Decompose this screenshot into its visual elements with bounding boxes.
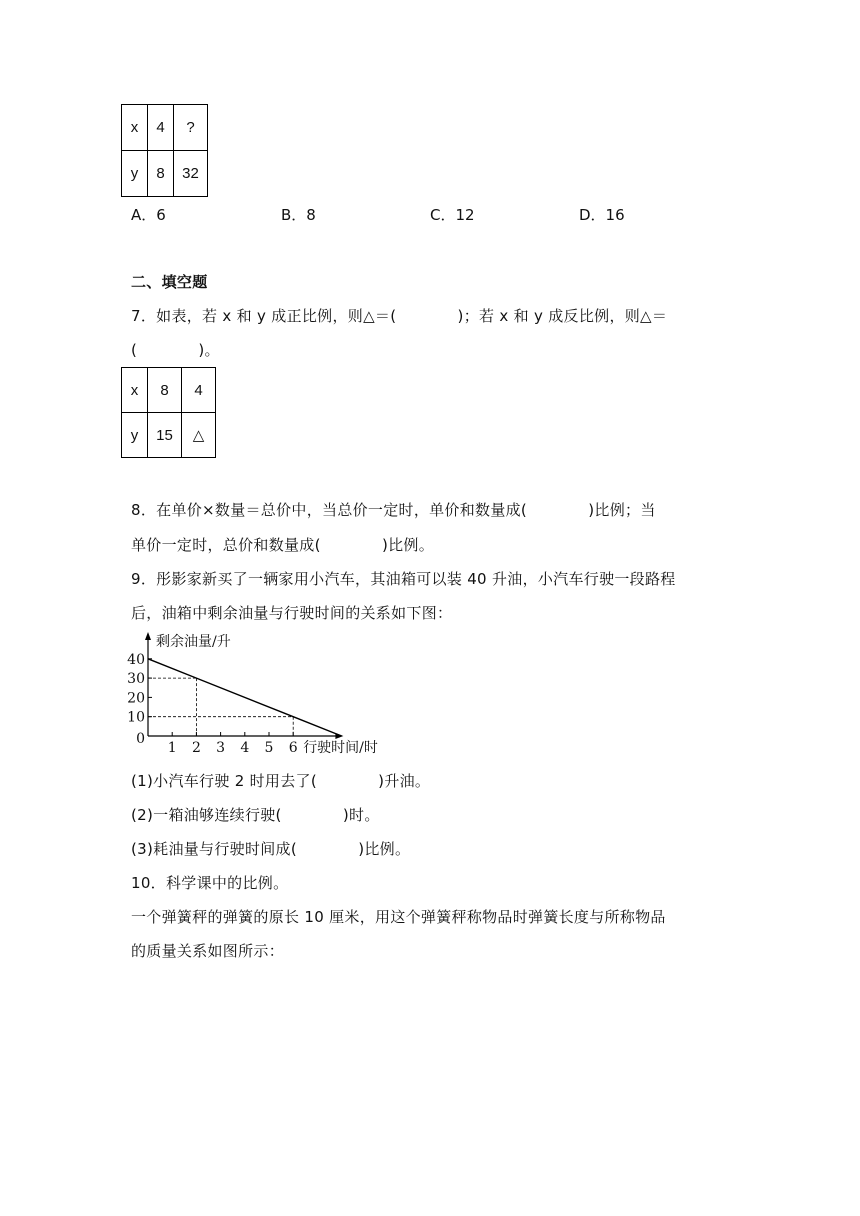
- q7-y-cell: △: [182, 413, 216, 458]
- q6-x-cell: ?: [174, 105, 208, 151]
- q10-line-1: 10．科学课中的比例。: [131, 874, 289, 892]
- q6-option-b: B．8: [281, 206, 316, 224]
- y-tick-label: 30: [127, 671, 145, 688]
- q6-y-cell: 8: [148, 151, 174, 197]
- x-tick-label: 2: [191, 740, 201, 756]
- q6-y-cell: 32: [174, 151, 208, 197]
- q9-line-2: 后，油箱中剩余油量与行驶时间的关系如下图：: [131, 604, 453, 622]
- x-tick-label: 5: [264, 740, 274, 756]
- q6-option-a: A．6: [131, 206, 166, 224]
- q7-table: [121, 367, 216, 458]
- fuel-chart: [120, 628, 410, 758]
- section-heading: 二、填空题: [131, 273, 208, 291]
- q6-table: [121, 104, 208, 197]
- q7-line-1: 7．如表，若 x 和 y 成正比例，则△＝( )；若 x 和 y 成反比例，则△＝: [131, 307, 668, 325]
- q10-line-2: 一个弹簧秤的弹簧的原长 10 厘米，用这个弹簧秤称物品时弹簧长度与所称物品: [131, 908, 666, 926]
- x-tick-label: 1: [167, 740, 177, 756]
- y-tick-label: 0: [136, 731, 145, 747]
- x-tick-label: 4: [240, 740, 250, 756]
- q8-line-2: 单价一定时，总价和数量成( )比例。: [131, 536, 435, 554]
- q7-y-cell: 15: [148, 413, 182, 458]
- x-axis-label: 行驶时间/时: [303, 740, 378, 756]
- q7-x-header: x: [122, 368, 148, 413]
- q10-line-3: 的质量关系如图所示：: [131, 942, 285, 960]
- q9-sub-2: (2)一箱油够连续行驶( )时。: [131, 806, 380, 824]
- q7-x-cell: 8: [148, 368, 182, 413]
- series-line: [148, 659, 342, 736]
- q6-y-header: y: [122, 151, 148, 197]
- y-tick-label: 40: [127, 651, 145, 668]
- q9-sub-1: (1)小汽车行驶 2 时用去了( )升油。: [131, 772, 431, 790]
- q7-x-cell: 4: [182, 368, 216, 413]
- x-tick-label: 3: [216, 740, 226, 756]
- x-tick-label: 6: [288, 740, 298, 756]
- y-axis-label: 剩余油量/升: [156, 634, 231, 650]
- y-tick-label: 10: [127, 709, 145, 726]
- q6-x-cell: 4: [148, 105, 174, 151]
- q6-option-c: C．12: [430, 206, 475, 224]
- y-axis-arrow: [145, 632, 151, 640]
- q9-line-1: 9．彤影家新买了一辆家用小汽车，其油箱可以装 40 升油，小汽车行驶一段路程: [131, 570, 676, 588]
- q8-line-1: 8．在单价×数量＝总价中，当总价一定时，单价和数量成( )比例；当: [131, 501, 656, 519]
- q6-x-header: x: [122, 105, 148, 151]
- y-tick-label: 20: [127, 690, 145, 707]
- q7-line-2: ( )。: [131, 341, 220, 359]
- q9-sub-3: (3)耗油量与行驶时间成( )比例。: [131, 840, 411, 858]
- q6-option-d: D．16: [579, 206, 625, 224]
- q7-y-header: y: [122, 413, 148, 458]
